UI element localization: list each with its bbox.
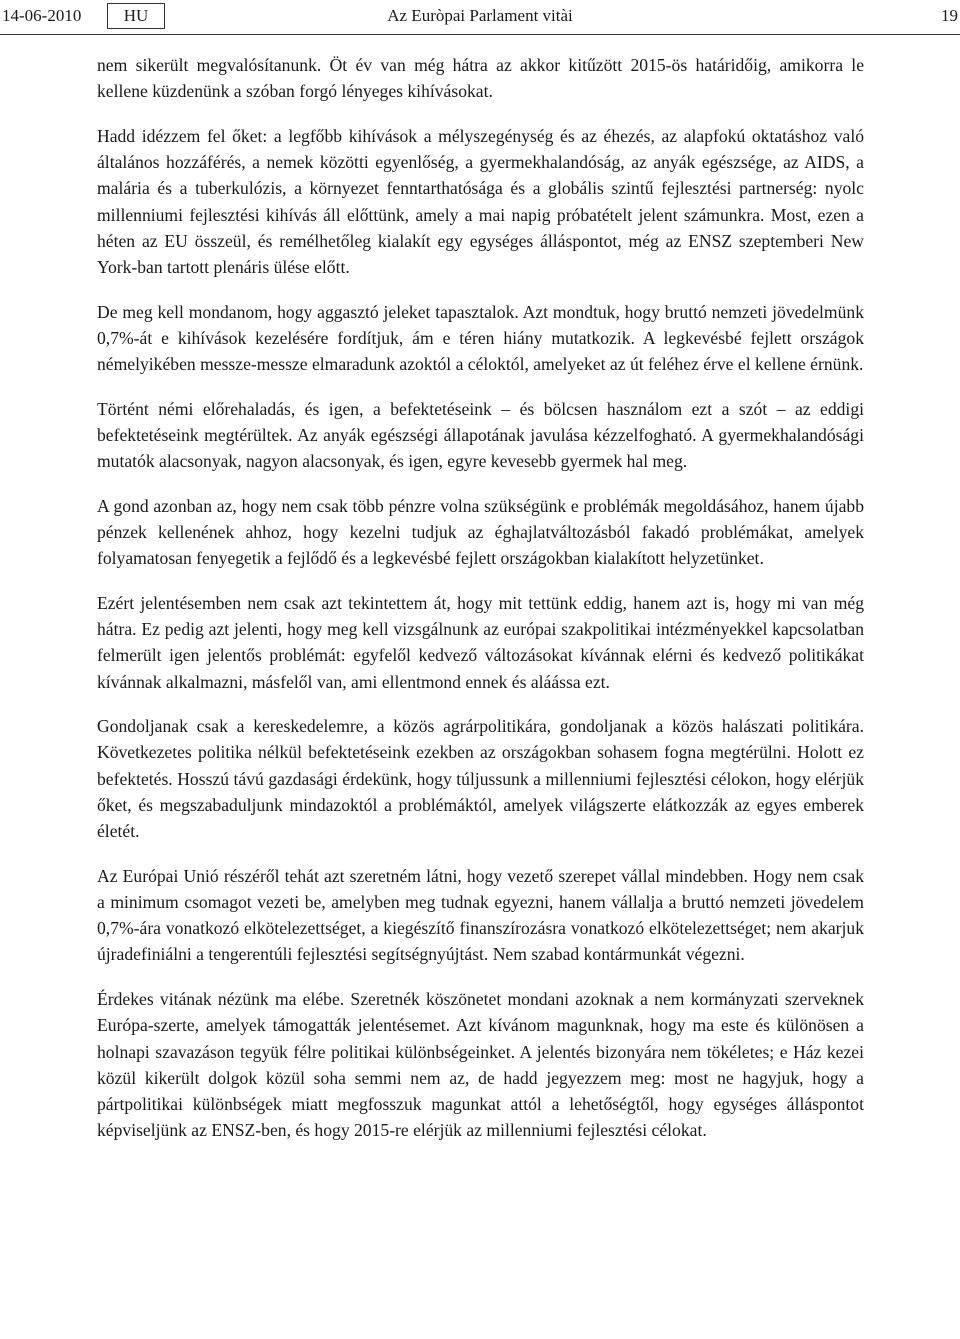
page-header bbox=[0, 0, 960, 35]
paragraph: A gond azonban az, hogy nem csak több pénzre volna szükségünk e problémák megoldásához, hanem újabb pénzek kellenének ahhoz, hogy kezelni tudjuk az éghajlatváltozásból fakadó problémákat, amelyek folyamatosan fenyegetik a fejlődő és a legkevésbé fejlett országokban kialakított helyzetünket. bbox=[97, 495, 864, 569]
page-number: 19 bbox=[941, 6, 958, 25]
paragraph: Történt némi előrehaladás, és igen, a befektetéseink – és bölcsen használom ezt a szót – az eddigi befektetéseink megtérültek. Az anyák egészségi állapotának javulása kézzelfogható. A gyermekhalandósági mutatók alacsonyak, nagyon alacsonyak, és igen, egyre kevesebb gyermek hal meg. bbox=[97, 398, 864, 472]
document-title: Az Euròpai Parlament vitài bbox=[387, 6, 573, 25]
paragraph: Ezért jelentésemben nem csak azt tekintettem át, hogy mit tettünk eddig, hanem azt is, hogy mi van még hátra. Ez pedig azt jelenti, hogy meg kell vizsgálnunk az európai szakpolitikai intézményekkel kapcsolatban felmerült igen jelentős problémát: egyfelől kedvező változásokat kívánnak elérni és kedvező politikákat kívánnak alkalmazni, másfelől van, ami ellentmond ennek és aláássa ezt. bbox=[97, 592, 864, 692]
language-badge: HU bbox=[107, 3, 165, 29]
paragraph: nem sikerült megvalósítanunk. Öt év van még hátra az akkor kitűzött 2015-ös határidőig, amikorra le kellene küzdenünk a szóban forgó lényeges kihívásokat. bbox=[97, 55, 864, 102]
paragraph: De meg kell mondanom, hogy aggasztó jeleket tapasztalok. Azt mondtuk, hogy bruttó nemzeti jövedelmünk 0,7%-át e kihívások kezelésére fordítjuk, ám e téren hiány mutatkozik. A legkevésbé fejlett országok némelyikében messze-messze elmaradunk azoktól a céloktól, amelyeket az út feléhez érve el kellene érnünk. bbox=[97, 301, 864, 375]
paragraph: Az Európai Unió részéről tehát azt szeretném látni, hogy vezető szerepet vállal mindebben. Hogy nem csak a minimum csomagot vezeti be, amelyben meg tudnak egyezni, hanem vállalja a bruttó nemzeti jövedelem 0,7%-ára vonatkozó elkötelezettséget, a kiegészítő finanszírozásra vonatkozó elkötelezettséget; nem akarjuk újradefiniálni a tengerentúli fejlesztési segítségnyújtást. Nem szabad kontármunkát végezni. bbox=[97, 865, 864, 965]
document-body bbox=[97, 52, 864, 1162]
paragraph: Gondoljanak csak a kereskedelemre, a közös agrárpolitikára, gondoljanak a közös halászati politikára. Következetes politika nélkül befektetéseink ezekben az országokban sohasem fogna megtérülni. Holott ez befektetés. Hosszú távú gazdasági érdekünk, hogy túljussunk a millenniumi fejlesztési célokon, hogy elérjük őket, és megszabaduljunk mindazoktól a problémáktól, amelyek világszerte elátkozzák az egyes emberek életét. bbox=[97, 716, 864, 842]
paragraph: Hadd idézzem fel őket: a legfőbb kihívások a mélyszegénység és az éhezés, az alapfokú oktatáshoz való általános hozzáférés, a nemek közötti egyenlőség, a gyermekhalandóság, az anyák egészsége, az AIDS, a malária és a tuberkulózis, a környezet fenntarthatósága és a globális szintű fejlesztési partnerség: nyolc millenniumi fejlesztési kihívás áll előttünk, amely a mai napig próbatételt jelent számunkra. Most, ezen a héten az EU összeül, és remélhetőleg kialakít egy egységes álláspontot, még az ENSZ szeptemberi New York-ban tartott plenáris ülése előtt. bbox=[97, 125, 864, 277]
paragraph: Érdekes vitának nézünk ma elébe. Szeretnék köszönetet mondani azoknak a nem kormányzati szerveknek Európa-szerte, amelyek támogatták jelentésemet. Azt kívánom magunknak, hogy ma este és különösen a holnapi szavazáson tegyük félre politikai különbségeinket. A jelentés bizonyára nem tökéletes; e Ház kezei közül kikerült dolgok közül soha semmi nem az, de hadd jegyezzem meg: most ne hagyjuk, hogy a pártpolitikai különbségek miatt megfosszuk magunkat attól a lehetőségtől, hogy egységes álláspontot képviseljünk az ENSZ-ben, és hogy 2015-re elérjük az millenniumi fejlesztési célokat. bbox=[97, 989, 864, 1141]
header-date: 14-06-2010 bbox=[2, 6, 82, 25]
